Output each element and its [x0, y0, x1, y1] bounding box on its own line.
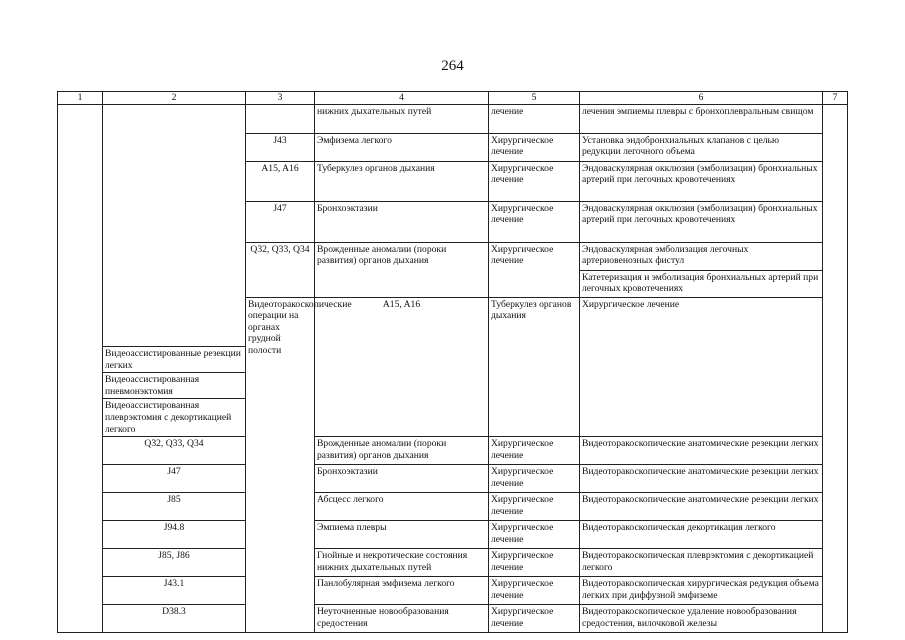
disease-cell: Абсцесс легкого	[315, 493, 489, 521]
table-row	[58, 605, 848, 633]
method-cell: Видеоторакоскопическая хирургическая редукция объема легких при диффузной эмфиземе	[580, 577, 823, 605]
table-row	[58, 465, 848, 493]
page-number: 264	[441, 58, 464, 74]
disease-cell: Эмпиема плевры	[315, 521, 489, 549]
icd-code-cell: J85	[103, 493, 246, 521]
icd-code-cell: J43.1	[103, 577, 246, 605]
treatment-cell: Хирургическое лечение	[580, 297, 823, 437]
icd-code-cell: J47	[103, 465, 246, 493]
icd-code-cell: A15, A16	[315, 297, 489, 437]
treatment-cell: Хирургическое лечение	[489, 605, 580, 633]
column-header: 7	[823, 92, 848, 105]
table-row	[58, 493, 848, 521]
disease-cell: Врожденные аномалии (пороки развития) органов дыхания	[315, 437, 489, 465]
column-header: 6	[580, 92, 823, 105]
treatment-cell: Хирургическое лечение	[489, 201, 580, 242]
method-cell: лечения эмпиемы плевры с бронхоплевральным свищом	[580, 104, 823, 133]
method-cell: Видеоторакоскопические анатомические резекции легких	[580, 493, 823, 521]
method-cell: Видеоторакоскопическая плеврэктомия с декортикацией легкого	[580, 549, 823, 577]
disease-cell: Гнойные и некротические состояния нижних дыхательных путей	[315, 549, 489, 577]
treatment-cell: Хирургическое лечение	[489, 437, 580, 465]
method-cell: Эндоваскулярная окклюзия (эмболизация) бронхиальных артерий при легочных кровотечениях	[580, 161, 823, 201]
column-header: 5	[489, 92, 580, 105]
method-cell: Эндоваскулярная эмболизация легочных артериовенозных фистул	[580, 242, 823, 270]
method-cell: Видеоторакоскопическое удаление новообразования средостения, вилочковой железы	[580, 605, 823, 633]
treatment-cell: Хирургическое лечение	[489, 465, 580, 493]
disease-cell: Эмфизема легкого	[315, 133, 489, 161]
method-cell: Видеоассистированные резекции легких	[103, 346, 246, 372]
table-row	[58, 521, 848, 549]
row-number-cell	[58, 104, 103, 633]
table-header-row	[58, 92, 848, 105]
icd-code-cell: J47	[246, 201, 315, 242]
icd-code-cell: A15, A16	[246, 161, 315, 201]
category-cell	[103, 104, 246, 346]
medical-procedures-table	[57, 91, 848, 633]
disease-cell: Туберкулез органов дыхания	[489, 297, 580, 437]
method-cell: Видеоторакоскопические анатомические резекции легких	[580, 465, 823, 493]
treatment-cell: лечение	[489, 104, 580, 133]
treatment-cell: Хирургическое лечение	[489, 242, 580, 297]
method-cell: Эндоваскулярная окклюзия (эмболизация) бронхиальных артерий при легочных кровотечениях	[580, 201, 823, 242]
column-header: 1	[58, 92, 103, 105]
method-cell: Установка эндобронхиальных клапанов с целью редукции легочного объема	[580, 133, 823, 161]
icd-code-cell: J85, J86	[103, 549, 246, 577]
method-cell: Видеоторакоскопические анатомические резекции легких	[580, 437, 823, 465]
method-cell: Видеоторакоскопическая декортикация легкого	[580, 521, 823, 549]
table-row	[58, 577, 848, 605]
disease-cell: Бронхоэктазии	[315, 465, 489, 493]
column-header: 2	[103, 92, 246, 105]
norm-cell	[823, 104, 848, 633]
icd-code-cell: Q32, Q33, Q34	[246, 242, 315, 297]
table-row	[58, 104, 848, 133]
disease-cell: Туберкулез органов дыхания	[315, 161, 489, 201]
icd-code-cell: D38.3	[103, 605, 246, 633]
icd-code-cell: J94.8	[103, 521, 246, 549]
disease-cell: нижних дыхательных путей	[315, 104, 489, 133]
column-header: 4	[315, 92, 489, 105]
disease-cell: Панлобулярная эмфизема легкого	[315, 577, 489, 605]
treatment-cell: Хирургическое лечение	[489, 133, 580, 161]
table-row	[58, 437, 848, 465]
treatment-cell: Хирургическое лечение	[489, 577, 580, 605]
table-row	[58, 549, 848, 577]
method-cell: Видеоассистированная плеврэктомия с декортикацией легкого	[103, 399, 246, 437]
column-header: 3	[246, 92, 315, 105]
icd-code-cell	[246, 104, 315, 133]
icd-code-cell: J43	[246, 133, 315, 161]
disease-cell: Неуточненные новообразования средостения	[315, 605, 489, 633]
method-cell: Видеоассистированная пневмонэктомия	[103, 373, 246, 399]
treatment-cell: Хирургическое лечение	[489, 549, 580, 577]
category-cell: Видеоторакоскопические операции на органах грудной полости	[246, 297, 315, 633]
treatment-cell: Хирургическое лечение	[489, 493, 580, 521]
treatment-cell: Хирургическое лечение	[489, 521, 580, 549]
method-cell: Катетеризация и эмболизация бронхиальных артерий при легочных кровотечениях	[580, 270, 823, 297]
disease-cell: Врожденные аномалии (пороки развития) органов дыхания	[315, 242, 489, 297]
icd-code-cell: Q32, Q33, Q34	[103, 437, 246, 465]
disease-cell: Бронхоэктазии	[315, 201, 489, 242]
treatment-cell: Хирургическое лечение	[489, 161, 580, 201]
